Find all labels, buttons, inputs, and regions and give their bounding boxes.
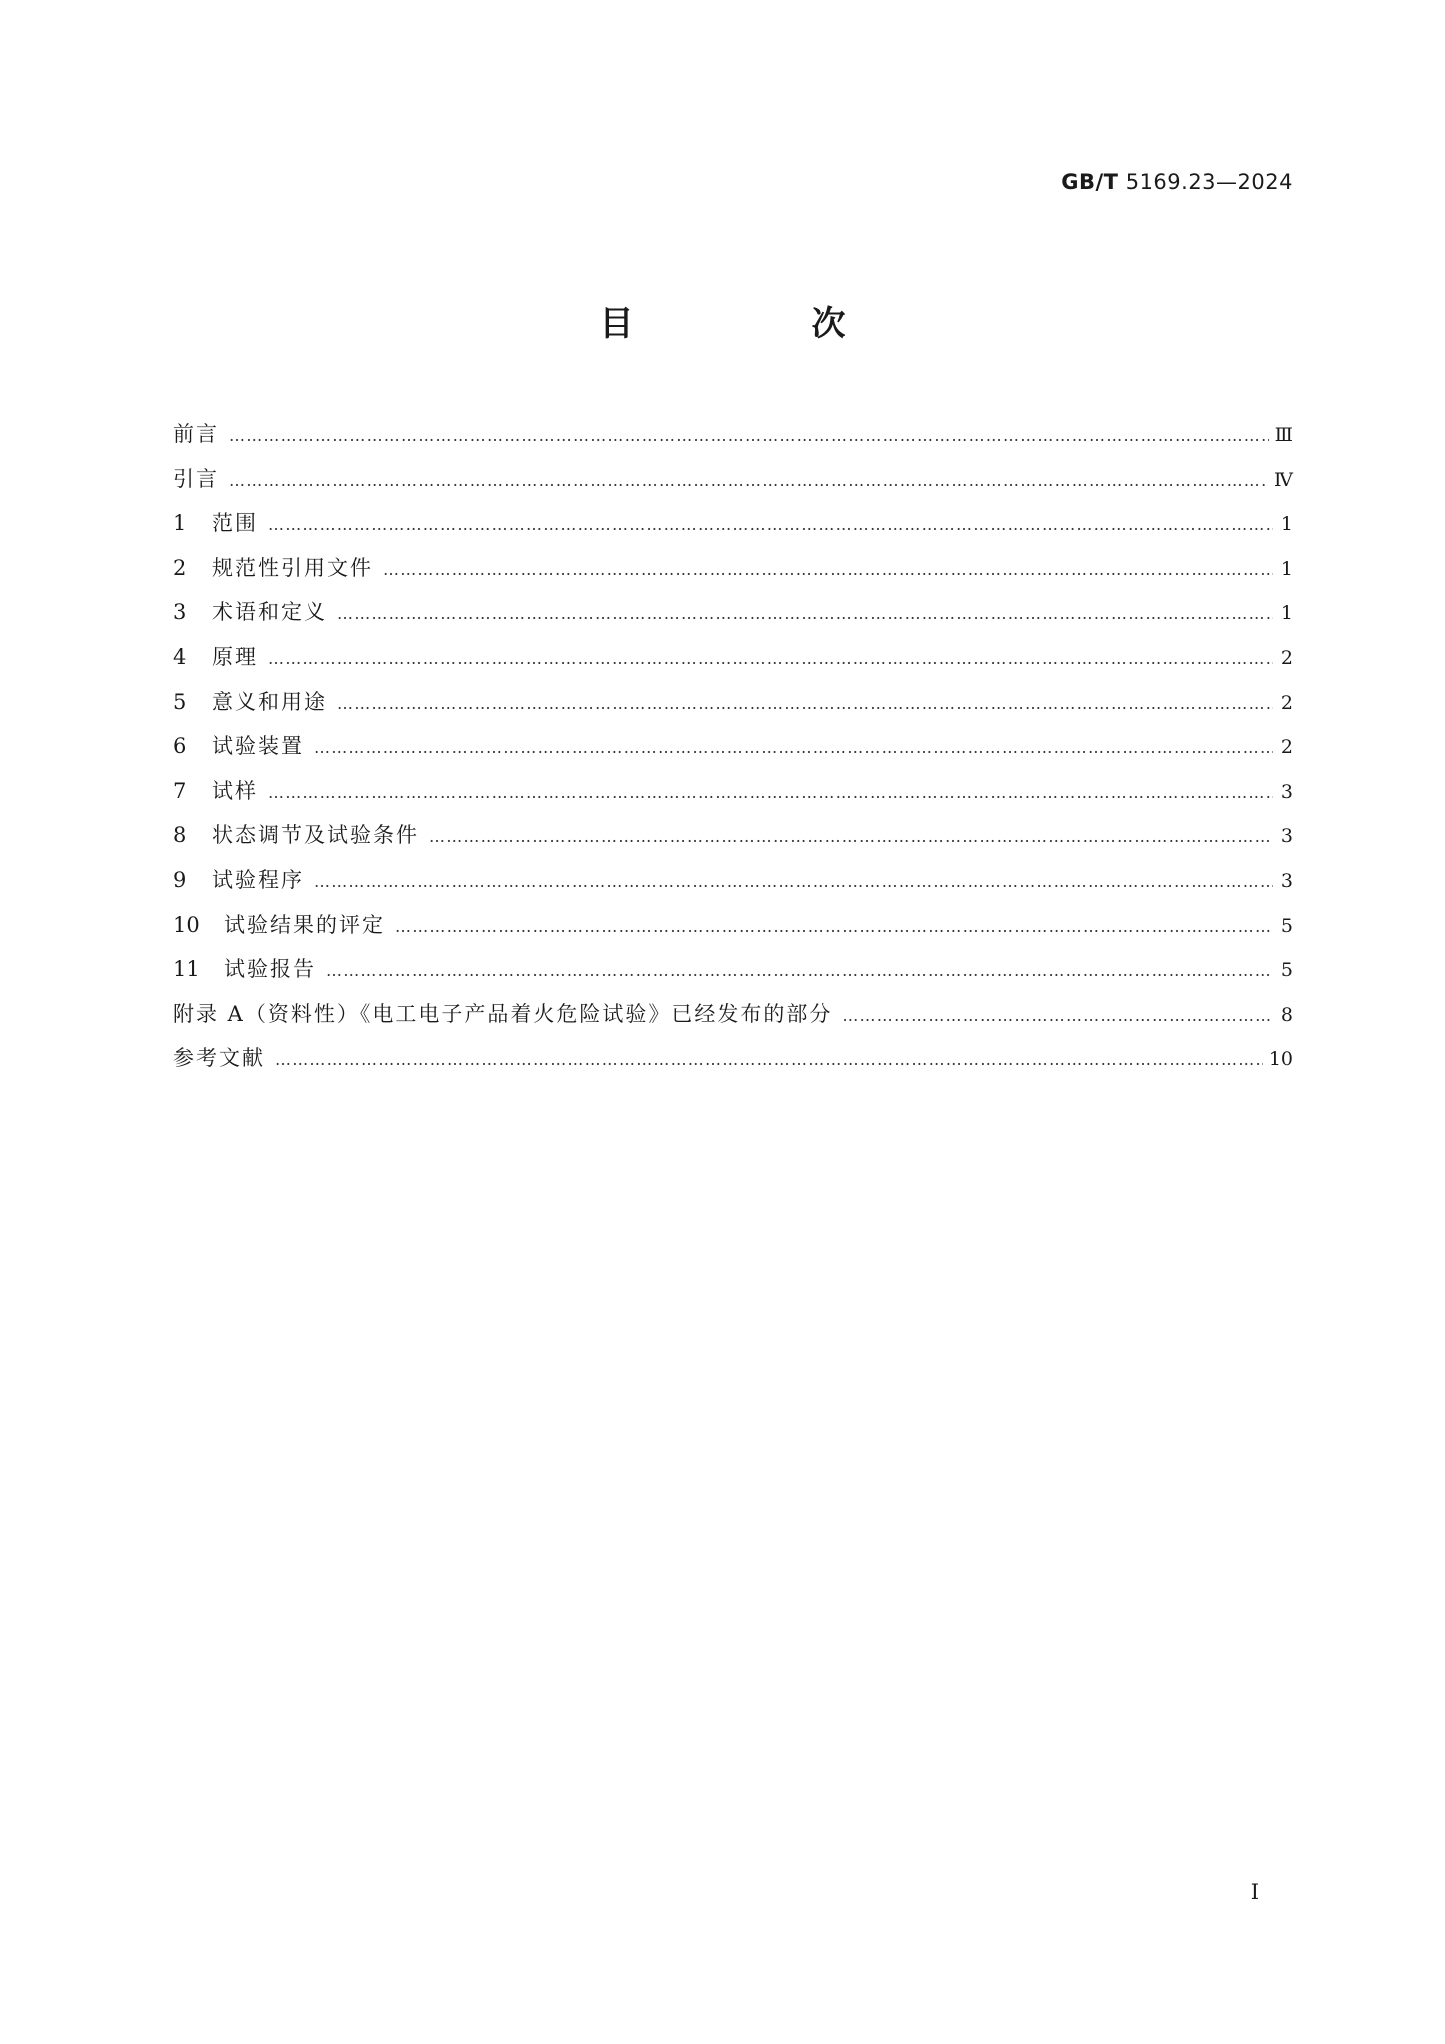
toc-entry-number: 7	[173, 778, 187, 803]
toc-leader-dots	[429, 815, 1273, 860]
toc-entry-label: 试验程序	[212, 867, 304, 892]
toc-entry-page: Ⅳ	[1274, 468, 1293, 491]
toc-entry-label: 前言	[173, 422, 219, 446]
toc-leader-dots	[842, 994, 1273, 1039]
toc-leader-dots	[326, 949, 1273, 994]
toc-entry-number: 10	[173, 912, 200, 937]
toc-entry-number: 4	[173, 644, 187, 669]
toc-leader-dots	[268, 637, 1273, 682]
toc-entry-3[interactable]	[173, 590, 1293, 635]
toc-leader-dots	[229, 459, 1268, 504]
toc-leader-dots	[268, 771, 1273, 816]
toc-entry-label: 意义和用途	[212, 689, 327, 714]
toc-entry-label: 引言	[173, 466, 219, 491]
toc-entry-label: 规范性引用文件	[212, 555, 373, 580]
toc-entry-page: 1	[1280, 557, 1293, 580]
toc-entry-label: 试验装置	[212, 734, 304, 759]
toc-entry-number: 6	[173, 734, 187, 759]
toc-entry-number: 3	[173, 600, 187, 625]
page-number: Ⅰ	[1250, 1880, 1259, 1904]
toc-entry-page: 8	[1280, 1003, 1293, 1026]
toc-leader-dots	[229, 414, 1269, 459]
toc-entry-page: 2	[1280, 646, 1293, 669]
toc-entry-label: 原理	[212, 644, 258, 669]
toc-entry-page: 3	[1280, 869, 1293, 892]
table-of-contents	[173, 412, 1293, 1081]
toc-entry-label: 参考文献	[173, 1046, 265, 1071]
toc-entry-label: 试验结果的评定	[224, 912, 385, 937]
toc-entry-page: 5	[1280, 914, 1293, 937]
toc-entry-number: 5	[173, 689, 187, 714]
toc-entry-label: 范围	[212, 511, 258, 536]
toc-entry-number: 11	[173, 957, 200, 982]
toc-leader-dots	[314, 860, 1273, 905]
toc-entry-label: 试样	[212, 778, 258, 803]
toc-entry-number: 1	[173, 511, 187, 536]
toc-entry-2[interactable]	[173, 546, 1293, 591]
toc-entry-number: 8	[173, 823, 187, 848]
toc-entry-page: 2	[1280, 691, 1293, 714]
toc-entry-label: 试验报告	[224, 957, 316, 982]
standard-number: 5169.23—2024	[1125, 170, 1293, 194]
toc-entry-10[interactable]	[173, 903, 1293, 948]
toc-leader-dots	[383, 548, 1273, 593]
toc-entry-page: 3	[1280, 825, 1293, 848]
toc-entry-number: 2	[173, 555, 187, 580]
toc-entry-label: 状态调节及试验条件	[212, 823, 419, 848]
toc-title: 目 次	[599, 304, 918, 344]
toc-leader-dots	[337, 592, 1273, 637]
toc-entry-5[interactable]	[173, 680, 1293, 725]
toc-entry-page: 3	[1280, 780, 1293, 803]
toc-leader-dots	[314, 726, 1273, 771]
toc-leader-dots	[268, 503, 1273, 548]
toc-leader-dots	[337, 682, 1273, 727]
toc-leader-dots	[275, 1038, 1263, 1083]
standard-code	[1061, 170, 1293, 194]
toc-entry-bibliography[interactable]	[173, 1036, 1293, 1081]
toc-entry-introduction[interactable]	[173, 457, 1293, 502]
toc-entry-page: Ⅲ	[1274, 424, 1293, 446]
toc-entry-page: 10	[1268, 1048, 1293, 1071]
toc-entry-annex-a[interactable]	[173, 992, 1293, 1037]
toc-entry-label: 附录 A（资料性）《电工电子产品着火危险试验》已经发布的部分	[173, 1001, 833, 1026]
toc-entry-8[interactable]	[173, 813, 1293, 858]
toc-entry-11[interactable]	[173, 947, 1293, 992]
toc-entry-foreword[interactable]	[173, 412, 1293, 457]
toc-entry-page: 2	[1280, 736, 1293, 759]
toc-entry-label: 术语和定义	[212, 600, 327, 625]
toc-entry-4[interactable]	[173, 635, 1293, 680]
standard-prefix: GB/T	[1061, 170, 1119, 194]
toc-entry-1[interactable]	[173, 501, 1293, 546]
toc-leader-dots	[395, 905, 1273, 950]
toc-entry-number: 9	[173, 867, 187, 892]
toc-entry-6[interactable]	[173, 724, 1293, 769]
toc-entry-page: 1	[1280, 602, 1293, 625]
toc-entry-7[interactable]	[173, 769, 1293, 814]
toc-entry-page: 1	[1280, 513, 1293, 536]
toc-entry-page: 5	[1280, 959, 1293, 982]
toc-entry-9[interactable]	[173, 858, 1293, 903]
